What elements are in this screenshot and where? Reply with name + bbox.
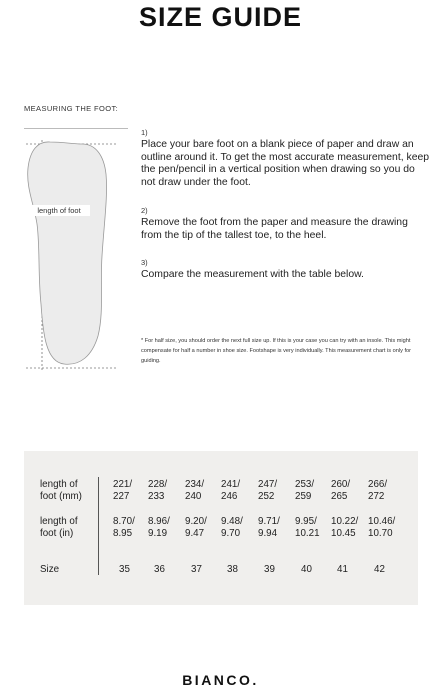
mm-cell-lower: 246 bbox=[221, 491, 238, 502]
page-title: SIZE GUIDE bbox=[138, 2, 303, 32]
measuring-heading: MEASURING THE FOOT: bbox=[24, 104, 119, 113]
step-1-number: 1) bbox=[141, 128, 148, 137]
in-cell-upper: 10.22/ bbox=[331, 516, 359, 527]
in-cell-upper: 9.48/ bbox=[221, 516, 243, 527]
in-cell-upper: 8.70/ bbox=[113, 516, 135, 527]
row-label-mm: length of foot (mm) bbox=[40, 479, 82, 502]
mm-cell-lower: 252 bbox=[258, 491, 275, 502]
mm-cell-lower: 259 bbox=[295, 491, 312, 502]
size-cell: 35 bbox=[119, 564, 130, 575]
in-cell-upper: 9.71/ bbox=[258, 516, 280, 527]
diagram-label: length of foot bbox=[28, 205, 90, 216]
step-2-number: 2) bbox=[141, 206, 148, 215]
mm-cell-upper: 234/ bbox=[185, 479, 205, 490]
row-label-in: length of foot (in) bbox=[40, 516, 78, 539]
mm-cell-upper: 241/ bbox=[221, 479, 241, 490]
in-cell-lower: 10.21 bbox=[295, 528, 320, 539]
mm-cell-upper: 266/ bbox=[368, 479, 388, 490]
mm-cell-upper: 253/ bbox=[295, 479, 315, 490]
brand-logo: BIANCO. bbox=[182, 672, 259, 688]
mm-cell-lower: 240 bbox=[185, 491, 202, 502]
row-label-size: Size bbox=[40, 564, 60, 575]
half-size-note: * For half size, you should order the next full size up. If this is your case you can try with an insole. This might compensate for half a number in shoe size. Footshape is very individually. This measurement chart is only for guiding. bbox=[141, 338, 411, 364]
in-cell-upper: 10.46/ bbox=[368, 516, 396, 527]
in-cell-lower: 8.95 bbox=[113, 528, 133, 539]
step-3-text: Compare the measurement with the table below. bbox=[141, 269, 364, 280]
in-cell-lower: 10.70 bbox=[368, 528, 393, 539]
step-1-text: Place your bare foot on a blank piece of paper and draw an outline around it. To get the most accurate measurement, keep the pen/pencil in a vertical position when drawing so you do not draw under the foot. bbox=[141, 139, 430, 188]
heading-divider bbox=[24, 128, 128, 129]
size-cell: 38 bbox=[227, 564, 238, 575]
mm-cell-lower: 265 bbox=[331, 491, 348, 502]
step-3-number: 3) bbox=[141, 258, 148, 267]
table-divider bbox=[98, 477, 99, 575]
mm-cell-upper: 228/ bbox=[148, 479, 168, 490]
in-cell-lower: 9.70 bbox=[221, 528, 241, 539]
in-cell-upper: 9.95/ bbox=[295, 516, 317, 527]
size-cell: 41 bbox=[337, 564, 348, 575]
step-2-text: Remove the foot from the paper and measure the drawing from the tip of the tallest toe, to the heel. bbox=[141, 217, 408, 241]
size-cell: 37 bbox=[191, 564, 202, 575]
size-cell: 42 bbox=[374, 564, 385, 575]
mm-cell-upper: 247/ bbox=[258, 479, 278, 490]
mm-cell-lower: 227 bbox=[113, 491, 130, 502]
in-cell-lower: 9.94 bbox=[258, 528, 278, 539]
foot-outline-diagram bbox=[22, 136, 122, 372]
in-cell-lower: 10.45 bbox=[331, 528, 356, 539]
mm-cell-lower: 272 bbox=[368, 491, 385, 502]
in-cell-lower: 9.19 bbox=[148, 528, 168, 539]
size-cell: 36 bbox=[154, 564, 165, 575]
mm-cell-lower: 233 bbox=[148, 491, 165, 502]
mm-cell-upper: 221/ bbox=[113, 479, 133, 490]
in-cell-lower: 9.47 bbox=[185, 528, 205, 539]
mm-cell-upper: 260/ bbox=[331, 479, 351, 490]
size-cell: 39 bbox=[264, 564, 275, 575]
in-cell-upper: 8.96/ bbox=[148, 516, 170, 527]
in-cell-upper: 9.20/ bbox=[185, 516, 207, 527]
size-cell: 40 bbox=[301, 564, 312, 575]
